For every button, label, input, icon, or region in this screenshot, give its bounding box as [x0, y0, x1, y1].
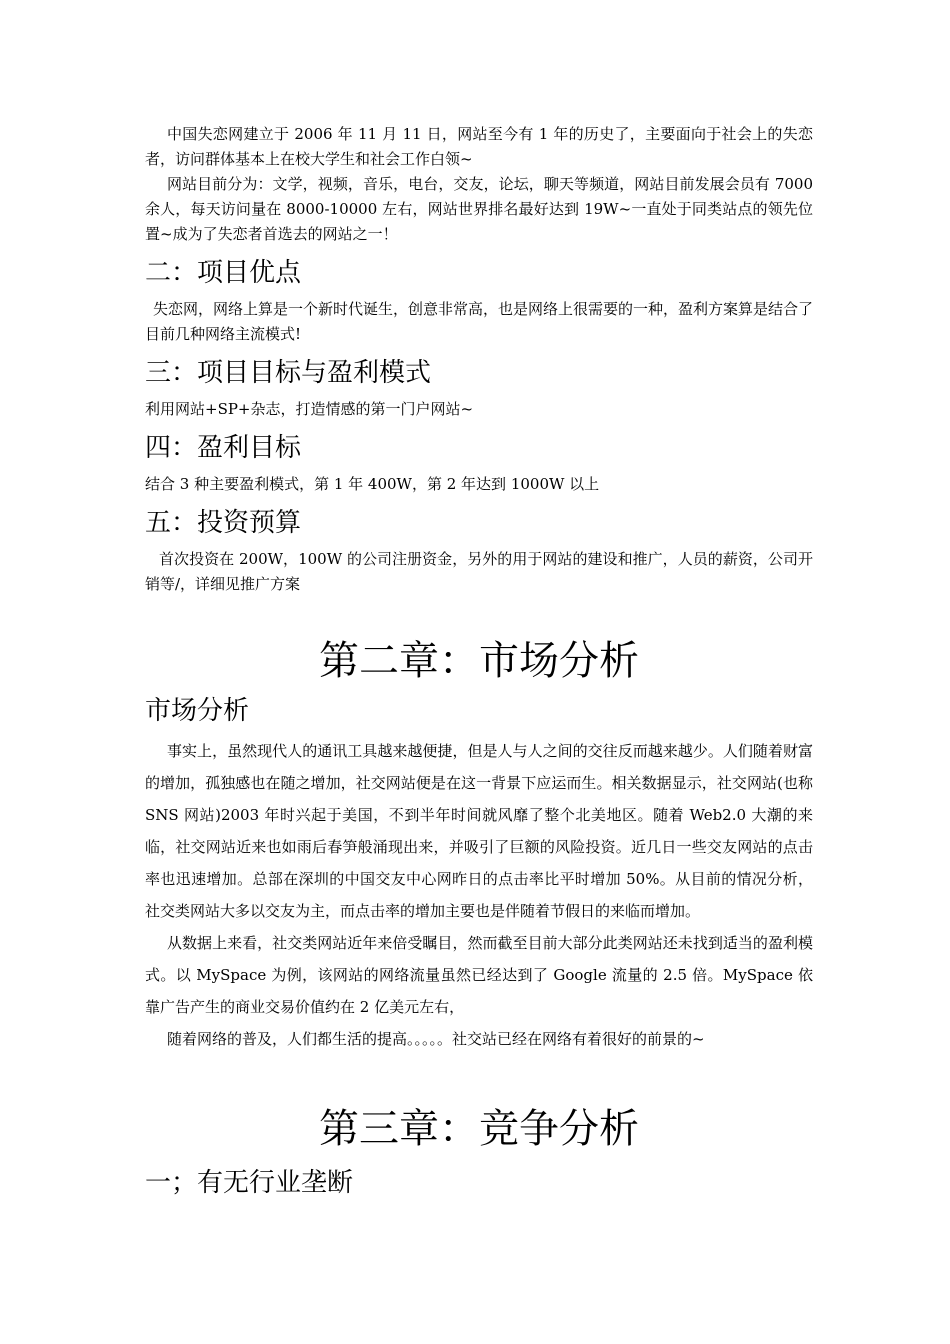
intro-paragraph-1: 中国失恋网建立于 2006 年 11 月 11 日，网站至今有 1 年的历史了，主要面向于社会上的失恋者，访问群体基本上在校大学生和社会工作白领~ [145, 125, 813, 168]
market-paragraph-3: 随着网络的普及，人们都生活的提高。。。。。社交站已经在网络有着很好的前景的~ [167, 1030, 705, 1048]
section-heading-goals-model: 三：项目目标与盈利模式 [145, 358, 432, 388]
subheading-market-analysis: 市场分析 [145, 696, 250, 726]
section-body-budget: 首次投资在 200W，100W 的公司注册资金，另外的用于网站的建设和推广，人员的薪资，公司开销等/，详细见推广方案 [145, 550, 813, 593]
section-body-advantages: 失恋网，网络上算是一个新时代诞生，创意非常高，也是网络上很需要的一种，盈利方案算是结合了目前几种网络主流模式! [145, 300, 814, 343]
section-body-profit-goal: 结合 3 种主要盈利模式，第 1 年 400W，第 2 年达到 1000W 以上 [145, 475, 600, 493]
chapter-title-competition-analysis: 第三章：竞争分析 [319, 1106, 639, 1152]
market-paragraph-1: 事实上，虽然现代人的通讯工具越来越便捷，但是人与人之间的交往反而越来越少。人们随着财富的增加，孤独感也在随之增加，社交网站便是在这一背景下应运而生。相关数据显示，社交网站(也称 SNS 网站)2003 年时兴起于美国，不到半年时间就风靡了整个北美地区。随着 Web2.0 大潮的来临，社交网站近来也如雨后春笋般涌现出来，并吸引了巨额的风险投资。近几日一些交友网站的点击率也迅速增加。总部在深圳的中国交友中心网昨日的点击率比平时增加 50%。从目前的情况分析，社交类网站大多以交友为主，而点击率的增加主要也是伴随着节假日的来临而增加。 [145, 742, 813, 920]
market-paragraph-2: 从数据上来看，社交类网站近年来倍受瞩目，然而截至目前大部分此类网站还未找到适当的盈利模式。以 MySpace 为例，该网站的网络流量虽然已经达到了 Google 流量的 2.5 倍。MySpace 依靠广告产生的商业交易价值约在 2 亿美元左右， [145, 934, 813, 1016]
section-heading-advantages: 二：项目优点 [145, 258, 302, 288]
market-analysis-body [145, 735, 813, 1055]
chapter-title-market-analysis: 第二章：市场分析 [319, 638, 639, 684]
section-heading-profit-goal: 四：盈利目标 [145, 433, 302, 463]
section-body-goals-model: 利用网站+SP+杂志，打造情感的第一门户网站~ [145, 400, 474, 418]
intro-paragraph-2: 网站目前分为：文学，视频，音乐，电台，交友，论坛，聊天等频道，网站目前发展会员有 7000 余人，每天访问量在 8000-10000 左右，网站世界排名最好达到 19W~一直处于同类站点的领先位置~成为了失恋者首选去的网站之一！ [145, 175, 813, 243]
document-page [145, 122, 813, 1207]
subheading-industry-monopoly: 一；有无行业垄断 [145, 1168, 354, 1198]
section-heading-budget: 五：投资预算 [145, 508, 302, 538]
